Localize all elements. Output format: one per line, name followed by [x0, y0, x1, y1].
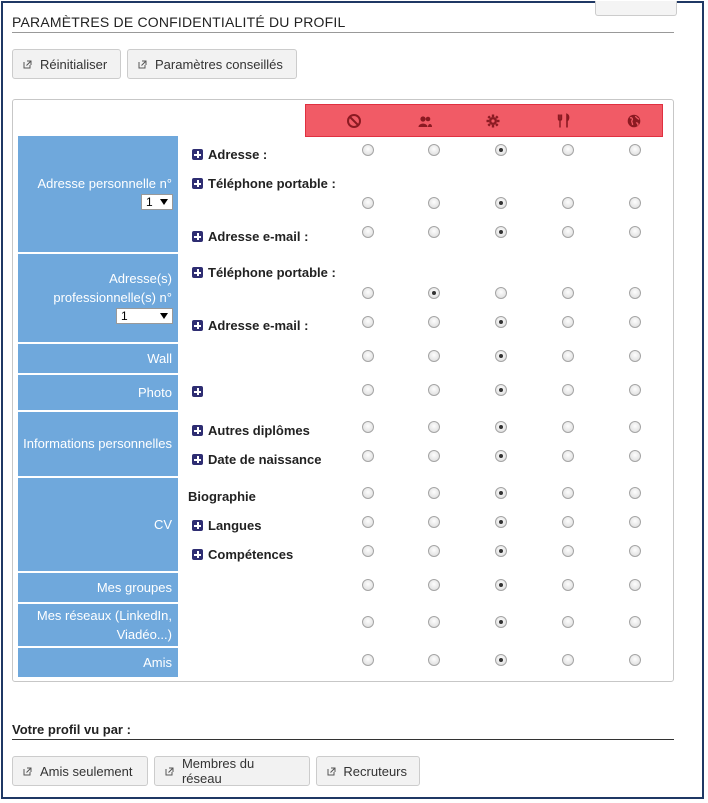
group-icon [417, 113, 433, 129]
divider [12, 739, 674, 740]
visibility-radio[interactable] [362, 654, 374, 666]
visibility-radio[interactable] [495, 450, 507, 462]
category-label: Photo [138, 385, 172, 400]
divider [12, 32, 674, 33]
visibility-radio[interactable] [428, 579, 440, 591]
visibility-radio[interactable] [428, 421, 440, 433]
visibility-radio[interactable] [562, 516, 574, 528]
reset-label: Réinitialiser [40, 56, 108, 72]
visibility-radio[interactable] [428, 384, 440, 396]
plus-icon[interactable] [192, 549, 203, 560]
field-address[interactable]: Adresse : [192, 147, 267, 162]
category-home-address [18, 136, 178, 252]
visibility-radio[interactable] [495, 545, 507, 557]
plus-icon[interactable] [192, 425, 203, 436]
category-groups [18, 573, 178, 602]
visibility-radio[interactable] [495, 350, 507, 362]
visibility-radio[interactable] [562, 384, 574, 396]
field-work-mobile[interactable]: Téléphone portable : [192, 265, 336, 280]
chevron-down-icon [160, 313, 168, 319]
visibility-radio[interactable] [362, 226, 374, 238]
visibility-radio[interactable] [495, 654, 507, 666]
visibility-radio[interactable] [562, 616, 574, 628]
visibility-radio[interactable] [428, 350, 440, 362]
plus-icon[interactable] [192, 454, 203, 465]
visibility-radio[interactable] [562, 579, 574, 591]
visibility-radio[interactable] [629, 421, 641, 433]
external-link-icon [165, 767, 174, 776]
visibility-radio[interactable] [562, 316, 574, 328]
plus-icon[interactable] [192, 386, 203, 397]
category-label: Informations personnelles [23, 436, 172, 451]
home-address-select[interactable]: 1 [141, 194, 173, 210]
plus-icon[interactable] [192, 178, 203, 189]
field-email[interactable]: Adresse e-mail : [192, 229, 308, 244]
chevron-down-icon [160, 199, 168, 205]
plus-icon[interactable] [192, 320, 203, 331]
visibility-radio[interactable] [629, 616, 641, 628]
visibility-radio[interactable] [362, 579, 374, 591]
globe-icon [626, 113, 642, 129]
recommended-settings-label: Paramètres conseillés [155, 56, 283, 72]
plus-icon[interactable] [192, 267, 203, 278]
external-link-icon [23, 767, 32, 776]
external-link-icon [23, 60, 32, 69]
visibility-radio[interactable] [629, 316, 641, 328]
view-as-friends-label: Amis seulement [40, 763, 133, 779]
visibility-radio[interactable] [495, 487, 507, 499]
visibility-radio[interactable] [495, 144, 507, 156]
viewed-by-title: Votre profil vu par : [12, 722, 131, 737]
visibility-radio[interactable] [495, 384, 507, 396]
category-friends [18, 648, 178, 677]
visibility-radio[interactable] [629, 516, 641, 528]
visibility-radio[interactable] [428, 654, 440, 666]
field-diplomas[interactable]: Autres diplômes [192, 423, 310, 438]
visibility-radio[interactable] [629, 197, 641, 209]
visibility-radio[interactable] [495, 421, 507, 433]
view-as-friends-button[interactable] [12, 756, 148, 786]
visibility-radio[interactable] [428, 226, 440, 238]
field-languages[interactable]: Langues [192, 518, 261, 533]
external-link-icon [138, 60, 147, 69]
view-as-recruiters-label: Recruteurs [343, 763, 407, 779]
plus-icon[interactable] [192, 149, 203, 160]
category-label: Adresse personnelle n° [37, 176, 172, 191]
visibility-radio[interactable] [428, 545, 440, 557]
field-work-email[interactable]: Adresse e-mail : [192, 318, 308, 333]
category-label: CV [153, 517, 172, 532]
page-title: PARAMÈTRES DE CONFIDENTIALITÉ DU PROFIL [12, 14, 346, 30]
external-link-icon [327, 767, 335, 776]
visibility-radio[interactable] [495, 287, 507, 299]
visibility-radio[interactable] [362, 516, 374, 528]
field-skills[interactable]: Compétences [192, 547, 293, 562]
visibility-radio[interactable] [629, 545, 641, 557]
visibility-radio[interactable] [362, 421, 374, 433]
visibility-radio[interactable] [562, 197, 574, 209]
category-networks [18, 604, 178, 646]
top-tab[interactable] [595, 1, 677, 16]
visibility-radio[interactable] [629, 654, 641, 666]
cutlery-icon [556, 113, 572, 129]
visibility-radio[interactable] [629, 384, 641, 396]
plus-icon[interactable] [192, 231, 203, 242]
recommended-settings-button[interactable] [127, 49, 297, 79]
visibility-radio[interactable] [629, 350, 641, 362]
visibility-radio[interactable] [428, 287, 440, 299]
view-as-recruiters-button[interactable] [316, 756, 420, 786]
visibility-radio[interactable] [629, 579, 641, 591]
visibility-radio[interactable] [495, 197, 507, 209]
visibility-radio[interactable] [495, 316, 507, 328]
visibility-radio[interactable] [362, 197, 374, 209]
category-label: Adresse(s) professionnelle(s) n° [53, 271, 172, 305]
visibility-radio[interactable] [629, 487, 641, 499]
visibility-radio[interactable] [428, 316, 440, 328]
category-label: Amis [143, 655, 172, 670]
view-as-network-label: Membres du réseau [181, 756, 255, 786]
category-label: Mes groupes [96, 580, 172, 595]
visibility-radio[interactable] [562, 421, 574, 433]
field-birthdate[interactable]: Date de naissance [192, 452, 321, 467]
visibility-radio[interactable] [562, 287, 574, 299]
visibility-radio[interactable] [362, 287, 374, 299]
visibility-radio[interactable] [629, 450, 641, 462]
reset-button[interactable] [12, 49, 121, 79]
block-icon [346, 113, 362, 129]
field-photo[interactable] [192, 386, 208, 397]
plus-icon[interactable] [192, 520, 203, 531]
field-mobile[interactable]: Téléphone portable : [192, 176, 336, 191]
visibility-radio[interactable] [495, 226, 507, 238]
category-cv [18, 478, 178, 571]
visibility-radio[interactable] [362, 616, 374, 628]
visibility-radio[interactable] [362, 144, 374, 156]
visibility-radio[interactable] [362, 450, 374, 462]
visibility-radio[interactable] [362, 384, 374, 396]
visibility-radio[interactable] [562, 545, 574, 557]
visibility-radio[interactable] [629, 287, 641, 299]
visibility-radio[interactable] [629, 226, 641, 238]
visibility-radio[interactable] [362, 487, 374, 499]
visibility-radio[interactable] [629, 144, 641, 156]
category-label: Mes réseaux (LinkedIn, Viadéo...) [36, 608, 172, 642]
visibility-radio[interactable] [362, 316, 374, 328]
visibility-radio[interactable] [562, 654, 574, 666]
category-photo [18, 375, 178, 410]
visibility-radio[interactable] [495, 579, 507, 591]
visibility-radio[interactable] [562, 226, 574, 238]
gear-icon [485, 113, 501, 129]
visibility-radio[interactable] [562, 350, 574, 362]
work-address-select[interactable]: 1 [116, 308, 173, 324]
visibility-radio[interactable] [362, 545, 374, 557]
visibility-radio[interactable] [428, 616, 440, 628]
category-work-address [18, 254, 178, 342]
visibility-radio[interactable] [428, 487, 440, 499]
view-as-network-button[interactable] [154, 756, 310, 786]
visibility-radio[interactable] [562, 450, 574, 462]
visibility-radio[interactable] [428, 144, 440, 156]
visibility-radio[interactable] [495, 516, 507, 528]
field-bio: Biographie [188, 489, 256, 504]
visibility-radio[interactable] [362, 350, 374, 362]
category-label: Wall [147, 351, 172, 366]
category-personal-info [18, 412, 178, 476]
visibility-radio[interactable] [562, 144, 574, 156]
visibility-radio[interactable] [495, 616, 507, 628]
visibility-radio[interactable] [562, 487, 574, 499]
visibility-radio[interactable] [428, 450, 440, 462]
visibility-radio[interactable] [428, 197, 440, 209]
visibility-radio[interactable] [428, 516, 440, 528]
category-wall [18, 344, 178, 373]
